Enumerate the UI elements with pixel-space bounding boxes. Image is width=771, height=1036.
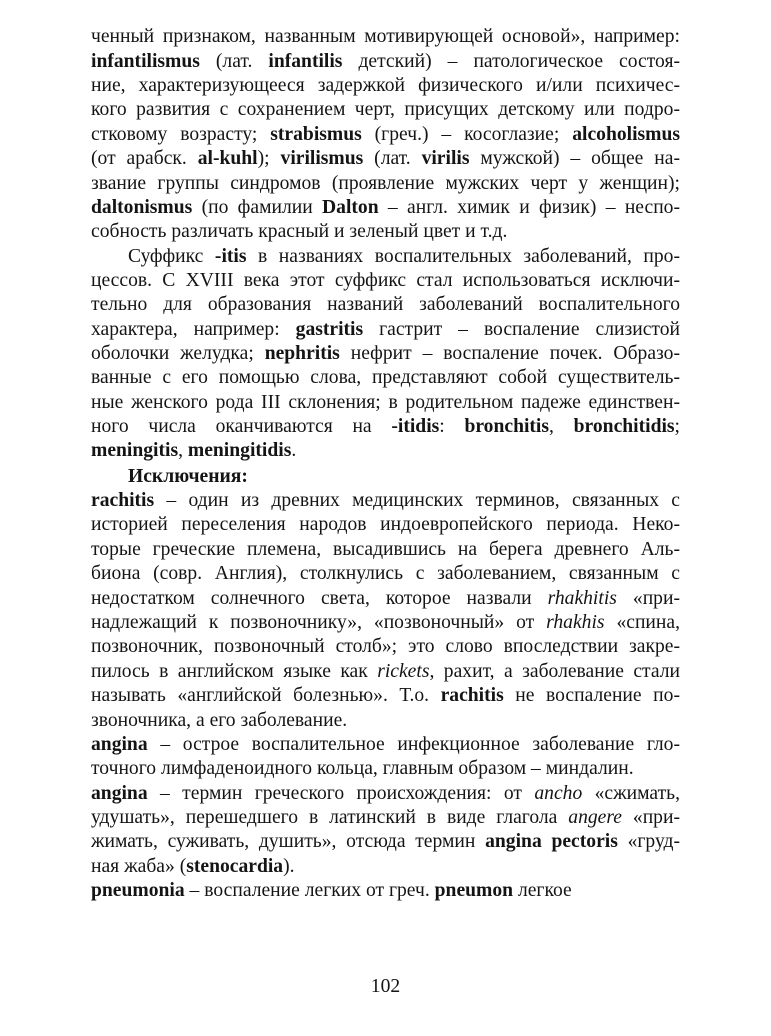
text-run: в названиях воспалительных заболеваний, про- [246,246,680,267]
text-run: – термин греческого происхождения: от [147,783,535,804]
bold-term: meningitidis [187,440,292,461]
italic-term: rhakhis [546,612,605,633]
text-run: – острое воспалительное инфекционное заболевание гло- [147,734,680,755]
text-run: ние, характеризующееся задержкой физического и/или психичес- [91,75,680,96]
text-run: (греч.) – косоглазие; [361,124,573,145]
text-run: ). [283,856,295,877]
text-run: историей переселения народов индоевропейского периода. Неко- [91,514,680,535]
bold-term: strabismus [270,124,362,145]
text-line [91,757,680,781]
text-line [91,513,680,537]
text-line [91,806,680,830]
text-line [91,879,680,903]
bold-term: angina pectoris [485,831,618,852]
text-line [91,391,680,415]
text-run: «при- [616,588,680,609]
italic-term: rickets, [377,661,435,682]
text-run: (от арабск. [91,148,198,169]
text-run: , [549,416,574,437]
bold-term: infantilismus [91,51,200,72]
text-run: «груд- [617,831,680,852]
text-line [91,587,680,611]
text-run: ; [674,416,680,437]
bold-term: al-kuhl [197,148,258,169]
bold-term: angina [91,734,148,755]
text-run: «сжимать, [582,783,680,804]
text-run: ченный признаком, названным мотивирующей основой», например: [91,26,680,47]
text-run: точного лимфаденоидного кольца, главным образом – миндалин. [91,758,634,779]
text-run: биона (совр. Англия), столкнулись с заболеванием, связанным с [91,563,680,584]
text-run: пилось в английском языке как [91,661,378,682]
italic-term: angere [568,807,622,828]
text-run: звание группы синдромов (проявление мужских черт у женщин); [91,173,680,194]
text-line [91,489,680,513]
text-run: ного числа оканчиваются на [91,416,392,437]
bold-term: virilismus [280,148,364,169]
text-run: называть «английской болезнью». Т.о. [91,685,441,706]
text-line [91,684,680,708]
text-run: «спина, [604,612,680,633]
text-run: , [178,440,188,461]
text-run: (по фамилии [192,197,323,218]
text-run: мужской) – общее на- [469,148,680,169]
text-line [91,50,680,74]
bold-term: bronchitidis [573,416,675,437]
text-line [91,415,680,439]
text-run: цессов. С XVIII века этот суффикс стал использоваться исключи- [91,270,680,291]
text-run: – один из древних медицинских терминов, связанных с [154,490,680,511]
bold-term: virilis [421,148,470,169]
bold-term: bronchitis [464,416,550,437]
text-line [128,245,680,269]
text-line [91,366,680,390]
text-run: ные женского рода III склонения; в родительном падеже единствен- [91,392,680,413]
text-run: – англ. химик и физик) – неспо- [378,197,680,218]
text-line [91,293,680,317]
text-run: недостатком солнечного света, которое назвали [91,588,548,609]
text-run: звоночника, а его заболевание. [91,710,348,731]
bold-term: Dalton [322,197,379,218]
text-run: ванные с его помощью слова, представляют собой существитель- [91,367,680,388]
bold-term: -itis [214,246,247,267]
italic-term: rhakhitis [547,588,617,609]
bold-term: -itidis [391,416,440,437]
text-line [91,196,680,220]
text-run: детский) – патологическое состоя- [342,51,680,72]
bold-term: gastritis [295,319,364,340]
bold-term: meningitis [91,440,179,461]
text-run: – воспаление легких от греч. [184,880,435,901]
text-run: удушать», перешедшего в латинский в виде глагола [91,807,569,828]
text-run: рахит, а заболевание стали [434,661,680,682]
bold-term: stenocardia [186,856,284,877]
bold-term: rachitis [440,685,504,706]
text-run: тельно для образования названий заболеваний воспалительного [91,294,680,315]
text-run: надлежащий к позвоночнику», «позвоночный» от [91,612,547,633]
text-run: характера, например: [91,319,296,340]
text-line [91,439,680,463]
text-run: . [291,440,297,461]
text-line [91,123,680,147]
text-run: : [439,416,465,437]
text-run: «при- [621,807,680,828]
italic-term: ancho [534,783,583,804]
text-line [91,318,680,342]
text-run: гастрит – воспаление слизистой [363,319,680,340]
text-run: кого развития с сохранением черт, присущих детскому или подро- [91,99,680,120]
text-run: (лат. [199,51,269,72]
bold-term: infantilis [268,51,343,72]
text-line [91,269,680,293]
text-run: жимать, суживать, душить», отсюда термин [91,831,486,852]
text-line [91,855,680,879]
text-line [91,830,680,854]
bold-term: Исключения: [128,466,248,487]
bold-term: daltonismus [91,197,193,218]
text-line [91,782,680,806]
text-run: (лат. [363,148,422,169]
text-line [91,147,680,171]
text-line [91,25,680,49]
bold-term: rachitis [91,490,155,511]
bold-term: nephritis [264,343,340,364]
text-line [91,611,680,635]
text-line [91,562,680,586]
text-line [91,98,680,122]
text-run: позвоночник, позвоночный столб»; это слово впоследствии закре- [91,636,680,657]
text-line [91,538,680,562]
text-run: торые греческие племена, высадившись на берега древнего Аль- [91,539,680,560]
text-line [91,172,680,196]
text-run: оболочки желудка; [91,343,265,364]
text-line [91,635,680,659]
text-line [91,220,680,244]
text-line [91,733,680,757]
text-run: Суффикс [128,246,215,267]
text-line [128,465,680,489]
bold-term: alcoholismus [572,124,680,145]
text-line [91,660,680,684]
text-run: стковому возрасту; [91,124,271,145]
bold-term: pneumon [434,880,514,901]
text-run: нефрит – воспаление почек. Образо- [339,343,680,364]
bold-term: angina [91,783,148,804]
page-number: 102 [370,976,401,997]
bold-term: pneumonia [91,880,185,901]
text-run: собность различать красный и зеленый цвет и т.д. [91,221,508,242]
text-run: ); [257,148,281,169]
text-line [91,709,680,733]
text-run: легкое [513,880,572,901]
text-line [91,74,680,98]
text-line [91,342,680,366]
text-run: не воспаление по- [503,685,680,706]
text-run: ная жаба» ( [91,856,187,877]
